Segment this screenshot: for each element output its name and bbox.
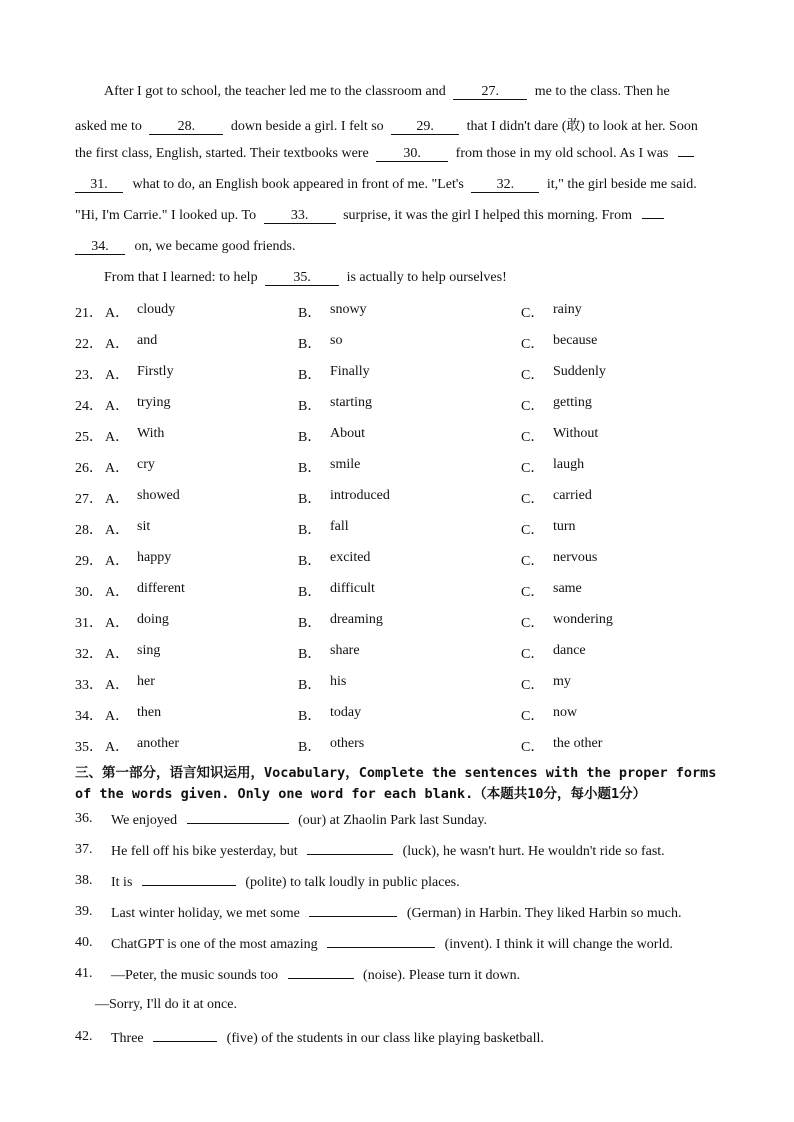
passage-line-2: [75, 115, 698, 135]
option-number: 21．: [75, 306, 103, 321]
option-c: carried: [553, 488, 592, 503]
section-heading: 三、第一部分，语言知识运用，Vocabulary，Complete the sentences with the proper forms of the words given. Only one word for each blank.（本题共10分，每小题1分）: [75, 765, 717, 802]
option-letter-a: A．: [105, 399, 130, 414]
option-b: starting: [330, 395, 372, 410]
option-c: rainy: [553, 302, 582, 317]
option-letter-a: A．: [105, 461, 130, 476]
question-41-reply: —Sorry, I'll do it at once.: [95, 997, 237, 1012]
question-hint: (our) at Zhaolin Park last Sunday.: [298, 813, 487, 828]
option-letter-b: B．: [298, 523, 322, 538]
option-b: snowy: [330, 302, 367, 317]
option-b: others: [330, 736, 365, 751]
option-b: his: [330, 674, 347, 689]
answer-blank[interactable]: [327, 935, 435, 948]
question-number: 39.: [75, 904, 93, 919]
option-number: 33．: [75, 678, 103, 693]
option-a: trying: [137, 395, 171, 410]
passage-text: that I didn't dare (敢) to look at her. Soon: [466, 119, 698, 134]
blank-31-start: [678, 156, 694, 157]
blank-29: 29.: [391, 120, 459, 135]
answer-blank[interactable]: [153, 1029, 217, 1042]
passage-text: After I got to school, the teacher led me to the classroom and: [104, 84, 446, 99]
passage-text: surprise, it was the girl I helped this morning. From: [343, 208, 632, 223]
option-number: 29．: [75, 554, 103, 569]
option-a: another: [137, 736, 179, 751]
option-letter-a: A．: [105, 585, 130, 600]
question-number: 40.: [75, 935, 93, 950]
blank-33: 33.: [264, 209, 336, 224]
option-a: different: [137, 581, 185, 596]
option-letter-c: C．: [521, 616, 545, 631]
option-number: 32．: [75, 647, 103, 662]
option-letter-b: B．: [298, 492, 322, 507]
option-b: dreaming: [330, 612, 383, 627]
question-stem: It is: [111, 875, 133, 890]
option-b: fall: [330, 519, 349, 534]
question-number: 38.: [75, 873, 93, 888]
passage-text: it," the girl beside me said.: [546, 177, 697, 192]
option-letter-b: B．: [298, 585, 322, 600]
option-b: smile: [330, 457, 361, 472]
option-letter-b: B．: [298, 616, 322, 631]
question-stem: Last winter holiday, we met some: [111, 906, 300, 921]
option-b: Finally: [330, 364, 370, 379]
option-a: With: [137, 426, 165, 441]
option-letter-a: A．: [105, 430, 130, 445]
answer-blank[interactable]: [288, 966, 354, 979]
question-stem: ChatGPT is one of the most amazing: [111, 937, 318, 952]
blank-34-start: [642, 218, 664, 219]
question-hint: (five) of the students in our class like playing basketball.: [226, 1031, 544, 1046]
question-text: [111, 935, 673, 953]
option-letter-a: A．: [105, 492, 130, 507]
option-a: her: [137, 674, 155, 689]
question-stem: Three: [111, 1031, 144, 1046]
passage-text: what to do, an English book appeared in front of me. "Let's: [132, 177, 464, 192]
question-text: [111, 904, 681, 922]
option-number: 25．: [75, 430, 103, 445]
option-letter-a: A．: [105, 523, 130, 538]
option-letter-c: C．: [521, 740, 545, 755]
passage-text: from those in my old school. As I was: [455, 146, 669, 161]
question-stem: —Peter, the music sounds too: [111, 968, 279, 983]
option-letter-c: C．: [521, 337, 545, 352]
passage-text: asked me to: [75, 119, 142, 134]
question-number: 36.: [75, 811, 93, 826]
option-letter-a: A．: [105, 554, 130, 569]
option-a: Firstly: [137, 364, 174, 379]
passage-line-4: [75, 177, 697, 193]
option-letter-b: B．: [298, 368, 322, 383]
option-c: now: [553, 705, 578, 720]
question-number: 42.: [75, 1029, 93, 1044]
option-a: doing: [137, 612, 169, 627]
question-text: [111, 873, 460, 891]
option-letter-b: B．: [298, 709, 322, 724]
blank-32: 32.: [471, 178, 539, 193]
blank-31: 31.: [75, 178, 123, 193]
option-letter-a: A．: [105, 368, 130, 383]
option-a: sing: [137, 643, 161, 658]
option-c: nervous: [553, 550, 598, 565]
option-letter-c: C．: [521, 461, 545, 476]
passage-line-7: [104, 270, 507, 286]
option-letter-a: A．: [105, 647, 130, 662]
answer-blank[interactable]: [307, 842, 393, 855]
option-letter-b: B．: [298, 337, 322, 352]
option-c: Without: [553, 426, 599, 441]
option-letter-c: C．: [521, 306, 545, 321]
blank-27: 27.: [453, 85, 527, 100]
passage-text: me to the class. Then he: [534, 84, 670, 99]
option-c: getting: [553, 395, 592, 410]
question-hint: (German) in Harbin. They liked Harbin so much.: [406, 906, 682, 921]
option-b: About: [330, 426, 365, 441]
option-letter-c: C．: [521, 368, 545, 383]
answer-blank[interactable]: [187, 811, 289, 824]
option-number: 24．: [75, 399, 103, 414]
option-a: cloudy: [137, 302, 176, 317]
option-letter-b: B．: [298, 740, 322, 755]
question-stem: He fell off his bike yesterday, but: [111, 844, 298, 859]
option-letter-a: A．: [105, 616, 130, 631]
option-number: 22．: [75, 337, 103, 352]
option-c: turn: [553, 519, 576, 534]
passage-text: From that I learned: to help: [104, 270, 258, 285]
option-number: 35．: [75, 740, 103, 755]
option-letter-b: B．: [298, 554, 322, 569]
option-number: 23．: [75, 368, 103, 383]
option-a: sit: [137, 519, 151, 534]
option-number: 28．: [75, 523, 103, 538]
blank-30: 30.: [376, 147, 448, 162]
question-stem: We enjoyed: [111, 813, 178, 828]
question-text: [111, 966, 520, 984]
question-text: [111, 1029, 544, 1047]
passage-text: "Hi, I'm Carrie." I looked up. To: [75, 208, 257, 223]
option-c: my: [553, 674, 571, 689]
option-letter-c: C．: [521, 430, 545, 445]
option-c: wondering: [553, 612, 613, 627]
option-letter-c: C．: [521, 399, 545, 414]
question-text: [111, 842, 665, 860]
option-number: 26．: [75, 461, 103, 476]
option-number: 34．: [75, 709, 103, 724]
question-hint: (noise). Please turn it down.: [363, 968, 521, 983]
question-hint: (invent). I think it will change the world.: [444, 937, 673, 952]
option-letter-b: B．: [298, 647, 322, 662]
option-c: laugh: [553, 457, 585, 472]
option-letter-b: B．: [298, 399, 322, 414]
answer-blank[interactable]: [142, 873, 236, 886]
option-letter-a: A．: [105, 306, 130, 321]
option-c: same: [553, 581, 582, 596]
question-number: 41.: [75, 966, 93, 981]
option-number: 31．: [75, 616, 103, 631]
passage-line-6: [75, 239, 295, 255]
option-number: 30．: [75, 585, 103, 600]
option-letter-c: C．: [521, 647, 545, 662]
option-c: Suddenly: [553, 364, 606, 379]
option-b: excited: [330, 550, 371, 565]
blank-34: 34.: [75, 240, 125, 255]
question-hint: (luck), he wasn't hurt. He wouldn't ride so fast.: [402, 844, 665, 859]
passage-line-1: [104, 84, 670, 100]
passage-text: on, we became good friends.: [134, 239, 296, 254]
passage-line-5: [75, 208, 664, 224]
blank-28: 28.: [149, 120, 223, 135]
option-b: so: [330, 333, 343, 348]
option-a: cry: [137, 457, 155, 472]
option-letter-b: B．: [298, 461, 322, 476]
option-a: then: [137, 705, 162, 720]
option-letter-a: A．: [105, 678, 130, 693]
option-b: today: [330, 705, 362, 720]
option-letter-a: A．: [105, 740, 130, 755]
option-letter-c: C．: [521, 554, 545, 569]
question-number: 37.: [75, 842, 93, 857]
option-letter-b: B．: [298, 430, 322, 445]
option-letter-a: A．: [105, 337, 130, 352]
option-letter-c: C．: [521, 492, 545, 507]
option-letter-c: C．: [521, 585, 545, 600]
option-number: 27．: [75, 492, 103, 507]
question-hint: (polite) to talk loudly in public places.: [245, 875, 460, 890]
option-letter-a: A．: [105, 709, 130, 724]
option-a: and: [137, 333, 158, 348]
option-c: dance: [553, 643, 586, 658]
option-b: introduced: [330, 488, 390, 503]
question-text: [111, 811, 487, 829]
option-a: showed: [137, 488, 180, 503]
answer-blank[interactable]: [309, 904, 397, 917]
passage-line-3: [75, 146, 694, 162]
option-b: difficult: [330, 581, 375, 596]
passage-text: is actually to help ourselves!: [346, 270, 507, 285]
blank-35: 35.: [265, 271, 339, 286]
passage-text: the first class, English, started. Their textbooks were: [75, 146, 369, 161]
option-c: because: [553, 333, 598, 348]
option-b: share: [330, 643, 360, 658]
option-letter-c: C．: [521, 523, 545, 538]
option-c: the other: [553, 736, 603, 751]
option-letter-c: C．: [521, 678, 545, 693]
option-letter-b: B．: [298, 678, 322, 693]
option-letter-b: B．: [298, 306, 322, 321]
option-a: happy: [137, 550, 172, 565]
passage-text: down beside a girl. I felt so: [230, 119, 384, 134]
option-letter-c: C．: [521, 709, 545, 724]
